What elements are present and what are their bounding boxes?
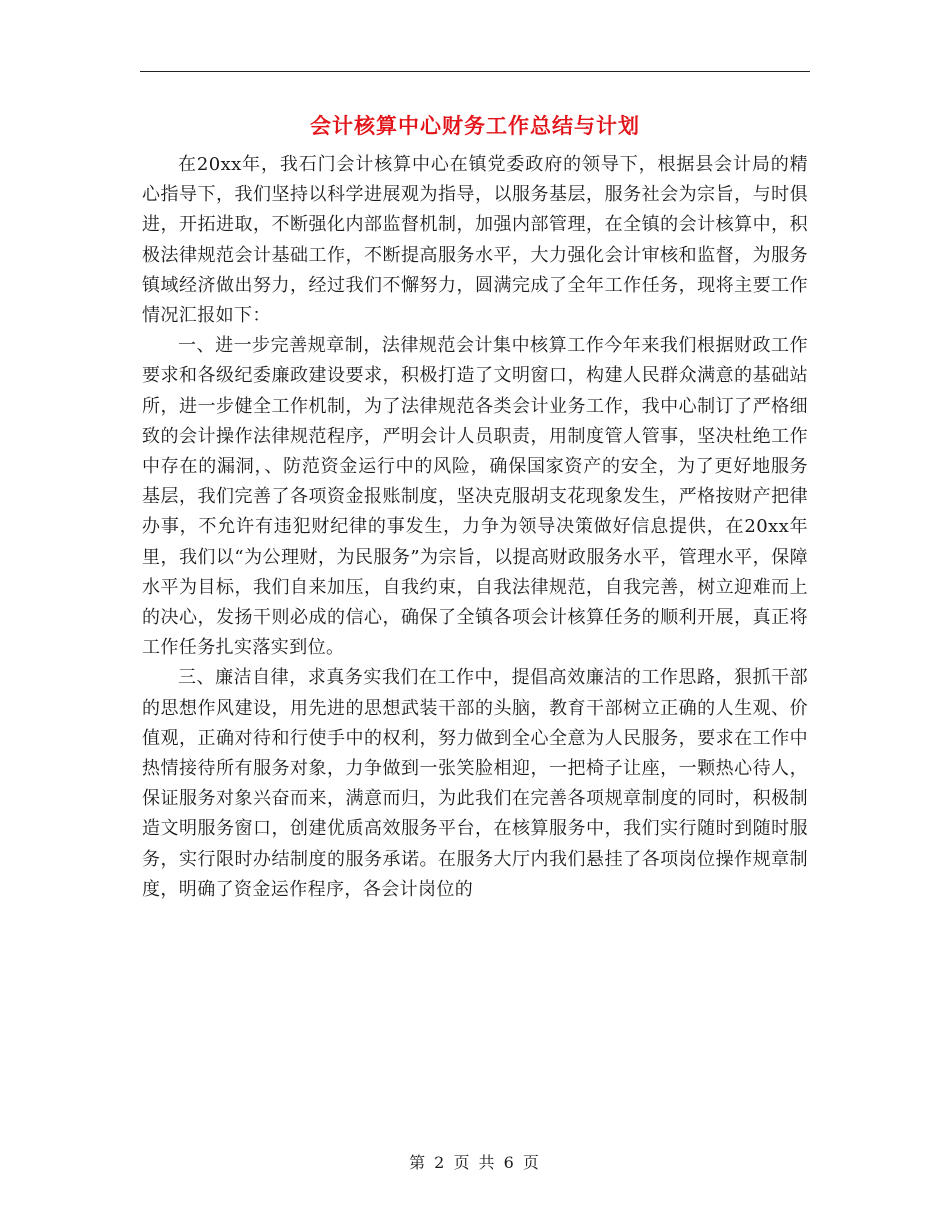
header-rule bbox=[140, 71, 810, 72]
page-footer: 第 2 页 共 6 页 bbox=[409, 1153, 541, 1172]
document-title: 会计核算中心财务工作总结与计划 bbox=[310, 114, 640, 138]
document-body bbox=[142, 150, 808, 905]
paragraph-section-three: 三、廉洁自律，求真务实我们在工作中，提倡高效廉洁的工作思路，狠抓干部的思想作风建设，用先进的思想武装干部的头脑，教育干部树立正确的人生观、价值观，正确对待和行使手中的权利，努力做到全心全意为人民服务，要求在工作中热情接待所有服务对象，力争做到一张笑脸相迎，一把椅子让座，一颗热心待人，保证服务对象兴奋而来，满意而归，为此我们在完善各项规章制度的同时，积极制造文明服务窗口，创建优质高效服务平台，在核算服务中，我们实行随时到随时服务，实行限时办结制度的服务承诺。在服务大厅内我们悬挂了各项岗位操作规章制度，明确了资金运作程序，各会计岗位的 bbox=[142, 667, 808, 900]
paragraph-section-one: 一、进一步完善规章制，法律规范会计集中核算工作今年来我们根据财政工作要求和各级纪委廉政建设要求，积极打造了文明窗口，构建人民群众满意的基础站所，进一步健全工作机制，为了法律规范各类会计业务工作，我中心制订了严格细致的会计操作法律规范程序，严明会计人员职责，用制度管人管事，坚决杜绝工作中存在的漏洞，、防范资金运行中的风险，确保国家资产的安全，为了更好地服务基层，我们完善了各项资金报账制度，坚决克服胡支花现象发生，严格按财产把律办事，不允许有违犯财纪律的事发生，力争为领导决策做好信息提供，在20xx年里，我们以“为公理财，为民服务”为宗旨，以提高财政服务水平，管理水平，保障水平为目标，我们自来加压，自我约束，自我法律规范，自我完善，树立迎难而上的决心，发扬干则必成的信心，确保了全镇各项会计核算任务的顺利开展，真正将工作任务扎实落实到位。 bbox=[142, 335, 808, 659]
paragraph-intro: 在20xx年，我石门会计核算中心在镇党委政府的领导下，根据县会计局的精心指导下，我们坚持以科学进展观为指导，以服务基层，服务社会为宗旨，与时俱进，开拓进取，不断强化内部监督机制，加强内部管理，在全镇的会计核算中，积极法律规范会计基础工作，不断提高服务水平，大力强化会计审核和监督，为服务镇域经济做出努力，经过我们不懈努力，圆满完成了全年工作任务，现将主要工作情况汇报如下： bbox=[142, 154, 808, 327]
